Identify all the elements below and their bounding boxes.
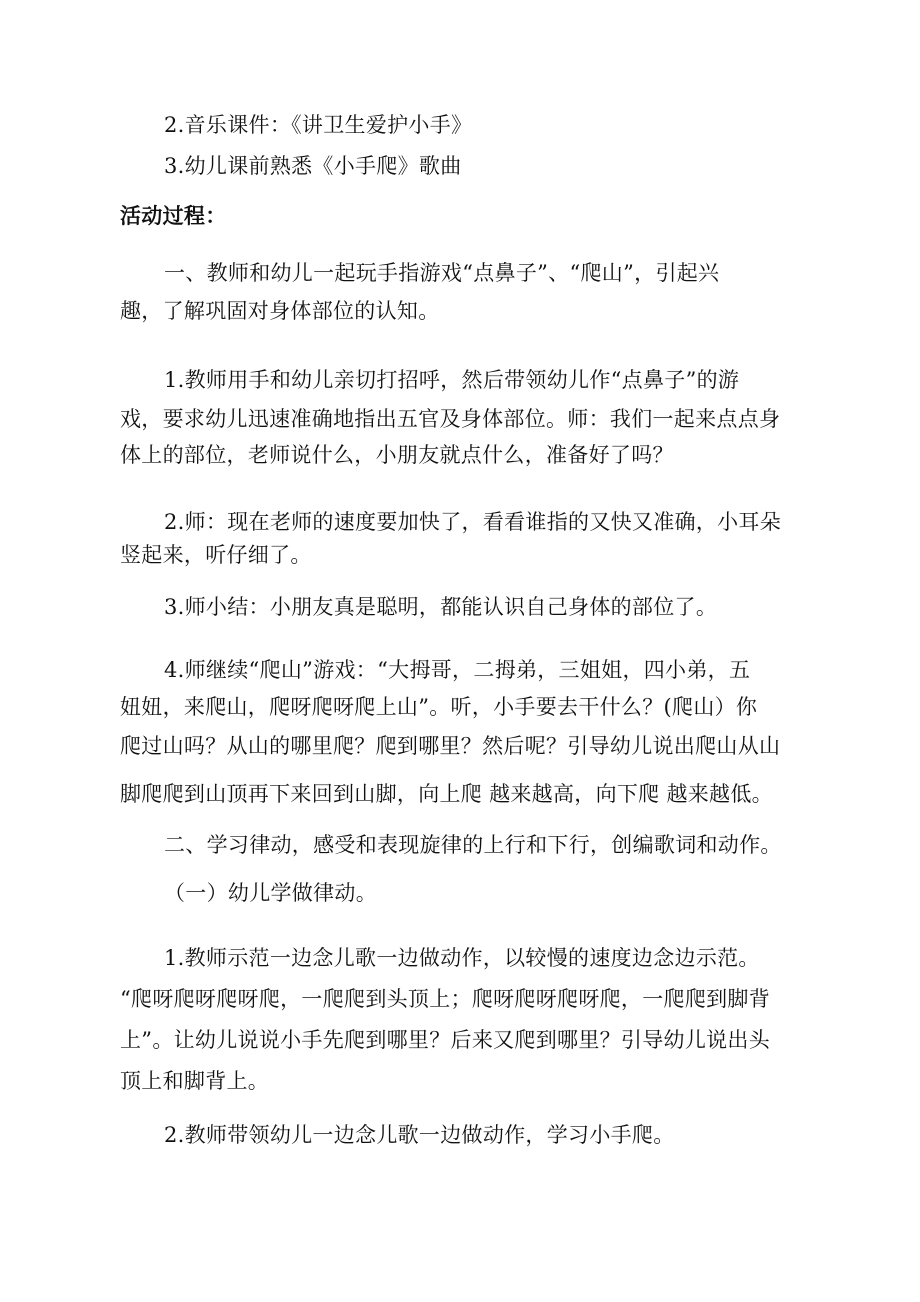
part2-step2: 2.教师带领幼儿一边念儿歌一边做动作，学习小手爬。	[164, 1123, 675, 1147]
part1-step1-line1: 1.教师用手和幼儿亲切打招呼，然后带领幼儿作“点鼻子”的游	[164, 368, 740, 392]
part1-step2-line1: 2.师：现在老师的速度要加快了，看看谁指的又快又准确，小耳朵	[164, 510, 782, 534]
part1-step1-line3: 体上的部位，老师说什么，小朋友就点什么，准备好了吗？	[120, 443, 674, 467]
part1-step1-line2: 戏，要求幼儿迅速准确地指出五官及身体部位。师：我们一起来点点身	[120, 407, 781, 431]
materials-item-2: 2.音乐课件：《讲卫生爱护小手》	[164, 113, 473, 137]
part1-step4-line3: 爬过山吗？从山的哪里爬？爬到哪里？然后呢？引导幼儿说出爬山从山	[120, 734, 781, 758]
part1-step2-line2: 竖起来，听仔细了。	[120, 543, 312, 567]
materials-item-3: 3.幼儿课前熟悉《小手爬》歌曲	[164, 154, 462, 178]
part1-title-line2: 趣，了解巩固对身体部位的认知。	[120, 299, 440, 323]
part1-step4-line4: 脚爬爬到山顶再下来回到山脚，向上爬 越来越高，向下爬 越来越低。	[120, 782, 773, 806]
part2-step1-line3: 上”。让幼儿说说小手先爬到哪里？后来又爬到哪里？引导幼儿说出头	[120, 1028, 771, 1052]
part1-title-line1: 一、教师和幼儿一起玩手指游戏“点鼻子”、“爬山”，引起兴	[164, 261, 720, 285]
part1-step4-line2: 妞妞，来爬山，爬呀爬呀爬上山”。听，小手要去干什么？(爬山）你	[120, 695, 758, 719]
part1-step4-line1: 4.师继续“爬山”游戏：“大拇哥，二拇弟，三姐姐，四小弟，五	[164, 658, 751, 682]
part2-step1-line1: 1.教师示范一边念儿歌一边做动作，以较慢的速度边念边示范。	[164, 946, 760, 970]
part2-step1-line2: “爬呀爬呀爬呀爬，一爬爬到头顶上；爬呀爬呀爬呀爬，一爬爬到脚背	[120, 987, 771, 1011]
part2-step1-line4: 顶上和脚背上。	[120, 1069, 270, 1093]
part2-title: 二、学习律动，感受和表现旋律的上行和下行，创编歌词和动作。	[164, 833, 782, 857]
process-heading: 活动过程：	[120, 204, 227, 228]
part1-step3: 3.师小结：小朋友真是聪明，都能认识自己身体的部位了。	[164, 595, 718, 619]
part2-subsection-1: （一）幼儿学做律动。	[164, 881, 377, 905]
